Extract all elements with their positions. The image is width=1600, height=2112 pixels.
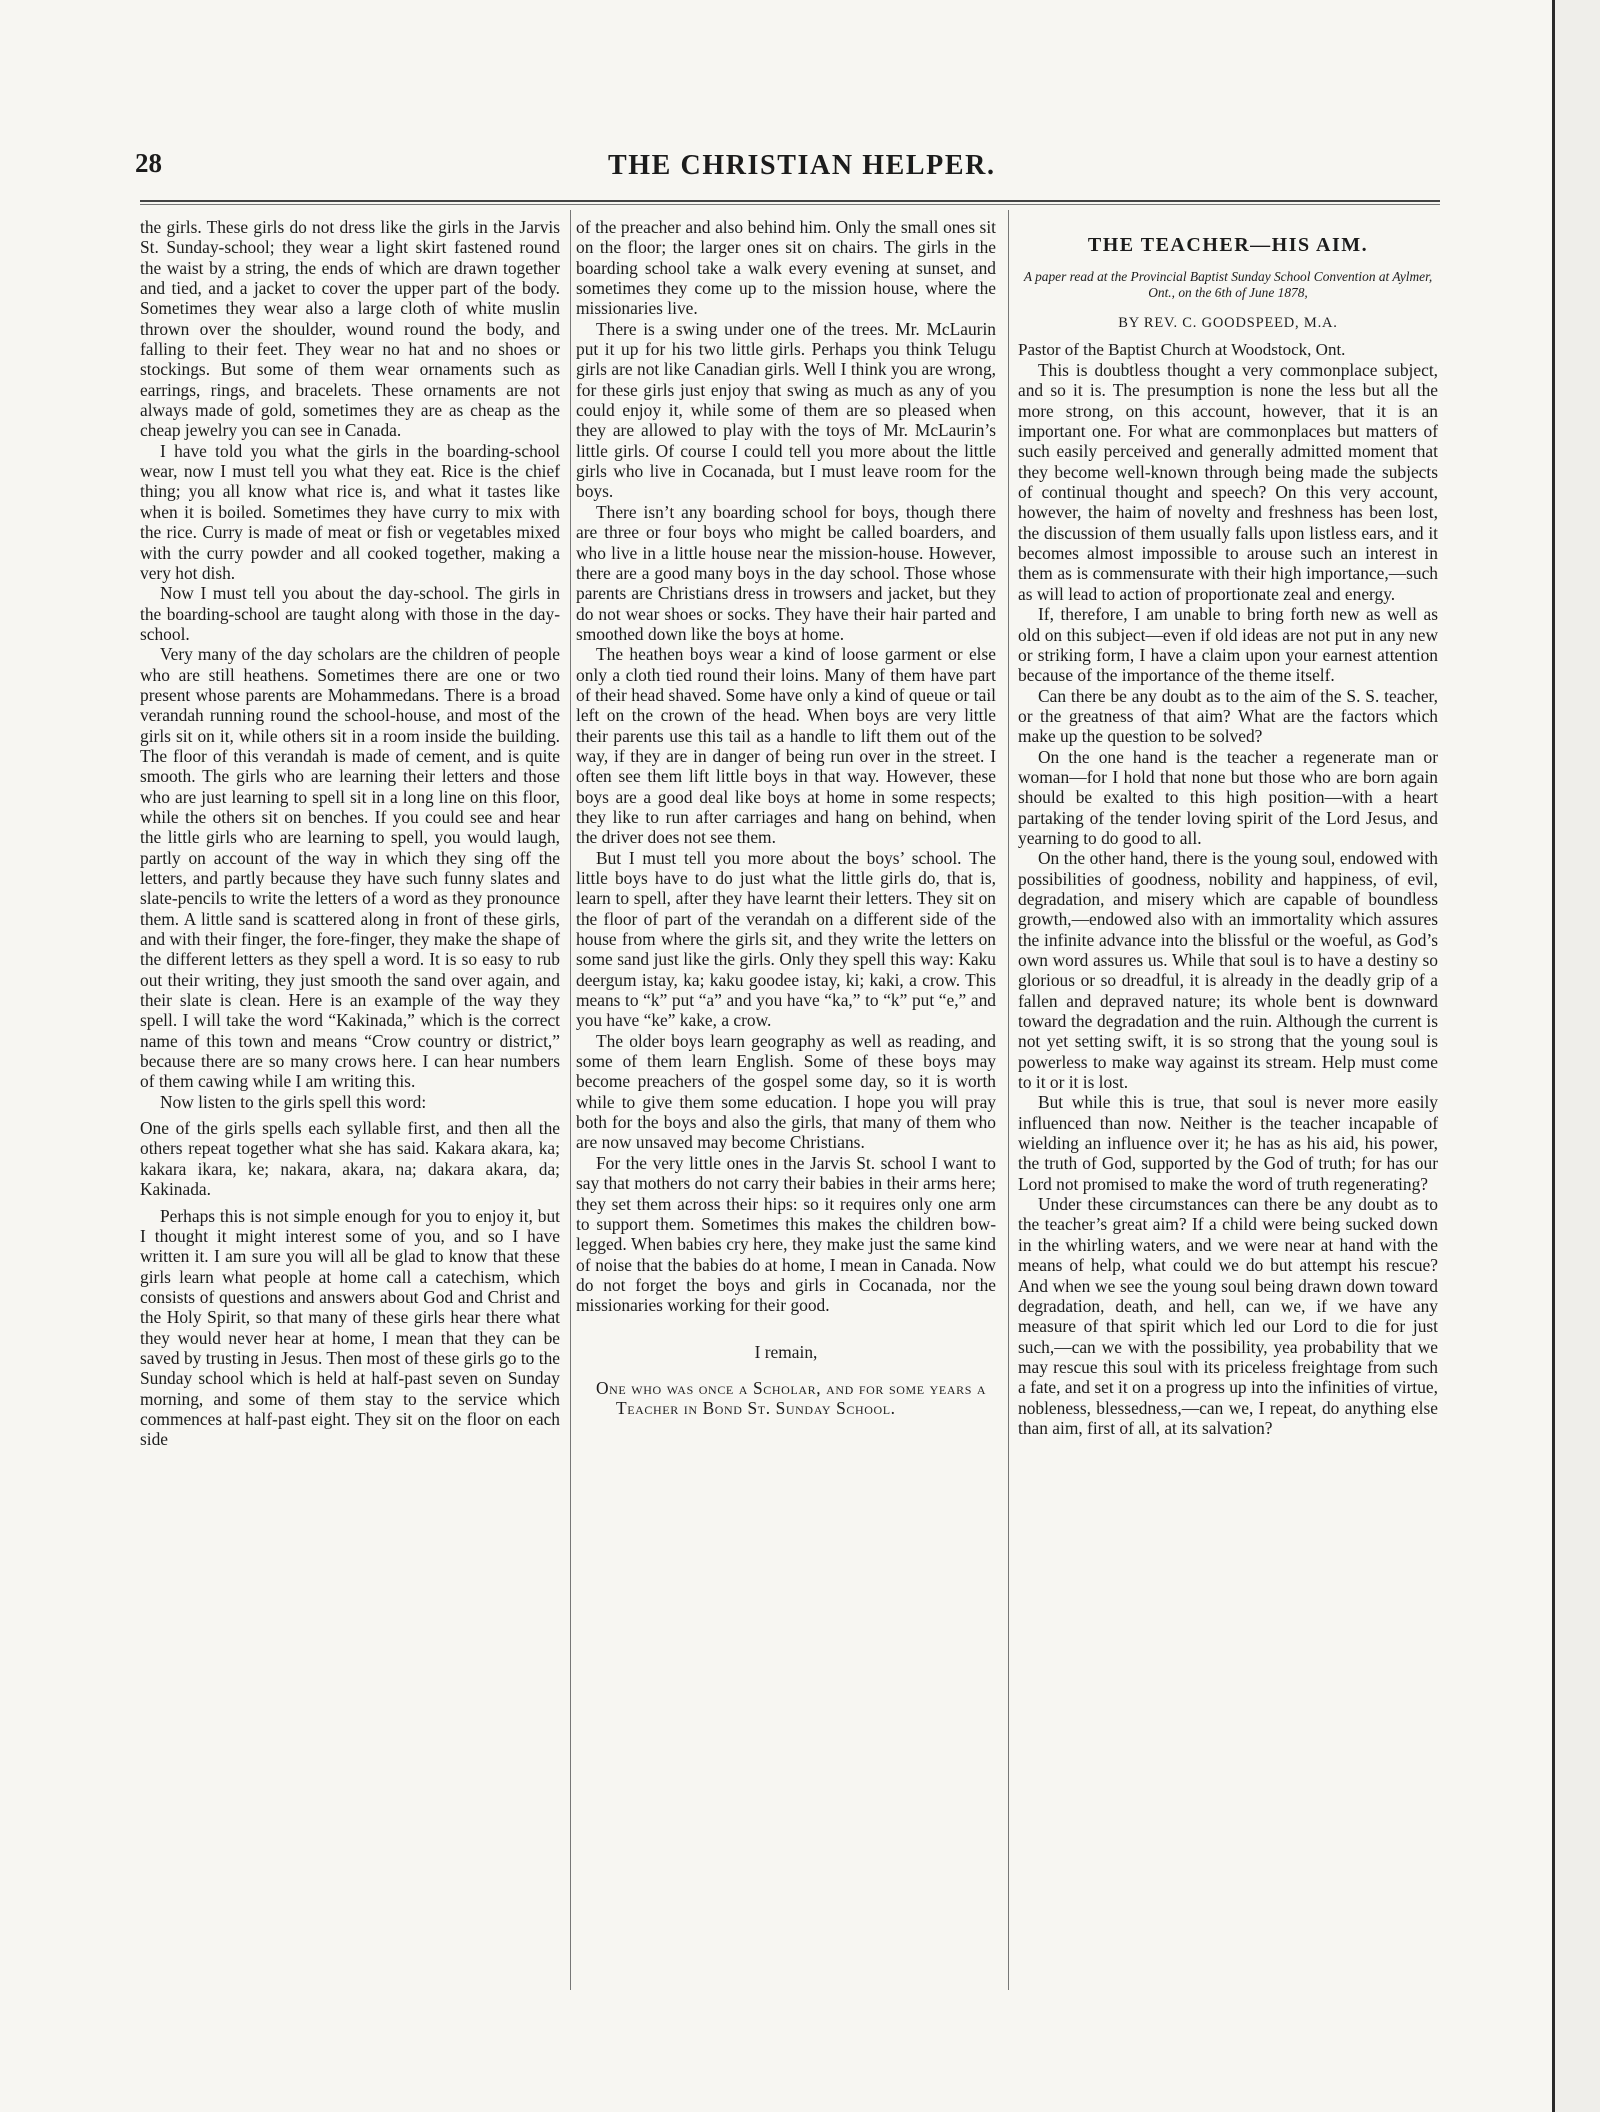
- article-title: THE TEACHER—HIS AIM.: [1087, 234, 1369, 256]
- paragraph: One of the girls spells each syllable first, and then all the others repeat together what she has said. Kakara akara, ka; kakara ikara, ke; nakara, akara, na; dakara akara, da; Kakinada.: [140, 1118, 560, 1200]
- signature: One who was once a Scholar, and for some years a Teacher in Bond St. Sunday School.: [596, 1377, 987, 1419]
- running-head: THE CHRISTIAN HELPER.: [608, 150, 996, 181]
- article-note: A paper read at the Provincial Baptist Sunday School Convention at Aylmer, Ont., on the 6th of June 1878,: [1023, 269, 1433, 301]
- paragraph: If, therefore, I am unable to bring forth new as well as old on this subject—even if old ideas are not put in any new or striking form, I have a claim upon your earnest attention because of the importance of the theme itself.: [1018, 604, 1438, 686]
- paragraph: the girls. These girls do not dress like the girls in the Jarvis St. Sunday-school; they wear a light skirt fastened round the waist by a string, the ends of which are drawn together and tied, and a jacket to cover the upper part of the body. Sometimes they wear also a large cloth of white muslin thrown over the shoulder, wound round the body, and falling to their feet. They wear no hat and no shoes or stockings. But some of them wear ornaments such as earrings, rings, and bracelets. These ornaments are not always made of gold, sometimes they are as cheap as the cheap jewelry you can see in Canada.: [140, 217, 560, 441]
- adjacent-page-edge: [1552, 0, 1600, 2112]
- paragraph: Can there be any doubt as to the aim of the S. S. teacher, or the greatness of that aim? What are the factors which make up the question to be solved?: [1018, 685, 1438, 747]
- paragraph: But while this is true, that soul is never more easily influenced than now. Neither is the teacher incapable of wielding an influence over it; he has as his aid, his power, the truth of God, supported by the God of truth; for has our Lord not promised to make the word of truth regenerating?: [1018, 1092, 1438, 1194]
- paragraph: Under these circumstances can there be any doubt as to the teacher’s great aim? If a child were being sucked down in the whirling waters, and we were near at hand with the means of help, what could we do but attempt his rescue? And when we see the young soul being drawn down toward degradation, death, and hell, can we, if we have any measure of that spirit which led our Lord to die for just such,—can we with the possibility, yea probability that we may rescue this soul with its priceless freightage from such a fate, and set it on a progress up into the infinities of virtue, nobleness, blessedness,—can we, I repeat, do anything else than aim, first of all, at its salvation?: [1018, 1194, 1438, 1438]
- paragraph: Very many of the day scholars are the children of people who are still heathens. Sometimes there are one or two present whose parents are Mohammedans. There is a broad verandah running round the school-house, and most of the girls sit on it, while others sit in a room inside the building. The floor of this verandah is made of cement, and is quite smooth. The girls who are learning their letters and those who are just learning to spell sit in a long line on this floor, while the others sit on benches. If you could see and hear the little girls who are learning to spell, you would laugh, partly on account of the way in which they sing off the letters, and partly because they have such funny slates and slate-pencils to write the letters of a word as they pronounce them. A little sand is scattered along in front of these girls, and with their finger, the fore-finger, they make the shape of the different letters as they spell a word. It is so easy to rub out their writing, they just smooth the sand over again, and their slate is clean. Here is an example of the way they spell. I will take the word “Kakinada,” which is the correct name of this town and means “Crow country or district,” because there are so many crows here. I can hear numbers of them cawing while I am writing this.: [140, 644, 560, 1092]
- paragraph: There isn’t any boarding school for boys, though there are three or four boys who might be called boarders, and who live in a little house near the mission-house. However, there are a good many boys in the day school. Those whose parents are Christians dress in trowsers and jacket, but they do not wear shoes or socks. They have their hair parted and smoothed down like the boys at home.: [576, 501, 996, 644]
- author-affiliation: Pastor of the Baptist Church at Woodstock, Ont.: [1018, 339, 1346, 359]
- paragraph: Now listen to the girls spell this word:: [160, 1091, 427, 1112]
- paragraph: The heathen boys wear a kind of loose garment or else only a cloth tied round their loins. Many of them have part of their head shaved. Some have only a kind of queue or tail left on the crown of the head. When boys are very little their parents use this tail as a handle to lift them out of the way, if they are in danger of being run over in the street. I often see them lift little boys in that way. However, these boys are a good deal like boys at home in some respects; they like to run after carriages and hang on behind, when the driver does not see them.: [576, 644, 996, 848]
- paragraph: But I must tell you more about the boys’ school. The little boys have to do just what the little girls do, that is, learn to spell, after they have learnt their letters. They sit on the floor of part of the verandah on a different side of the house from where the girls sit, and they write the letters on some sand just like the girls. Only they spell this way: Kaku deergum istay, ka; kaku goodee istay, ki; kaki, a crow. This means to “k” put “a” and you have “ka,” to “k” put “e,” and you have “ke” kake, a crow.: [576, 847, 996, 1031]
- paragraph: of the preacher and also behind him. Only the small ones sit on the floor; the larger ones sit on chairs. The girls in the boarding school take a walk every evening at sunset, and sometimes they come up to the mission house, where the missionaries live.: [576, 217, 996, 319]
- byline: BY REV. C. GOODSPEED, M.A.: [1118, 315, 1338, 332]
- column-1: [140, 217, 560, 1450]
- paragraph: On the other hand, there is the young soul, endowed with possibilities of goodness, nobility and happiness, of evil, degradation, and misery which are capable of boundless growth,—endowed also with an immortality which assures the infinite advance into the blissful or the woeful, as God’s own word assures us. While that soul is to have a destiny so glorious or so dreadful, it is already in the deadly grip of a fallen and depraved nature; its whole bent is downward toward the degradation and the ruin. Although the current is not yet setting swift, it is so strong that the young soul is powerless to make way against its stream. Help must come to it or it is lost.: [1018, 848, 1438, 1093]
- page-number: 28: [135, 148, 162, 178]
- paragraph: Now I must tell you about the day-school. The girls in the boarding-school are taught along with those in the day-school.: [140, 583, 560, 644]
- paragraph: I have told you what the girls in the boarding-school wear, now I must tell you what they eat. Rice is the chief thing; you all know what rice is, and what it tastes like when it is boiled. Sometimes they have curry to mix with the rice. Curry is made of meat or fish or vegetables mixed with the curry powder and all cooked together, making a very hot dish.: [140, 440, 560, 583]
- paragraph: On the one hand is the teacher a regenerate man or woman—for I hold that none but those who are born again should be exalted to this high position—with a heart partaking of the tender loving spirit of the Lord Jesus, and yearning to do good to all.: [1018, 746, 1438, 848]
- column-3: [1018, 217, 1438, 1438]
- paragraph: Perhaps this is not simple enough for you to enjoy it, but I thought it might interest some of you, and so I have written it. I am sure you will all be glad to know that these girls learn what people at home call a catechism, which consists of questions and answers about God and Christ and the Holy Spirit, so that many of these girls hear there what they would never hear at home, I mean that they can be saved by trusting in Jesus. Then most of these girls go to the Sunday school which is held at half-past seven on Sunday morning, and some of them stay to the service which commences at half-past eight. They sit on the floor on each side: [140, 1205, 560, 1450]
- paragraph: There is a swing under one of the trees. Mr. McLaurin put it up for his two little girls. Perhaps you think Telugu girls are not like Canadian girls. Well I think you are wrong, for these girls just enjoy that swing as much as any of you could enjoy it, while some of them are so pleased when they are allowed to play with the toys of Mr. McLaurin’s little girls. Of course I could tell you more about the little girls who live in Cocanada, but I must leave room for the boys.: [576, 318, 996, 502]
- paragraph: This is doubtless thought a very commonplace subject, and so it is. The presumption is none the less but all the more strong, on this account, however, that it is an important one. For what are commonplaces but matters of such easily perceived and generally admitted moment that they become well-known through being made the subjects of continual thought and speech? On this very account, however, the haim of novelty and freshness has been lost, the discussion of them usually falls upon listless ears, and it becomes almost impossible to arouse such an interest in them as is commensurate with their high importance,—such as will lead to action of proportionate zeal and energy.: [1018, 360, 1438, 604]
- column-2: [576, 217, 996, 1419]
- paragraph: The older boys learn geography as well as reading, and some of them learn English. Some of these boys may become preachers of the gospel some day, so it is worth while to give them some education. I hope you will pray both for the boys and also the girls, that many of them who are now unsaved may become Christians.: [576, 1030, 996, 1153]
- column-divider: [570, 210, 571, 1990]
- paragraph: For the very little ones in the Jarvis St. school I want to say that mothers do not carry their babies in their arms here; they set them across their hips: so it requires only one arm to support them. Sometimes this makes the children bow-legged. When babies cry here, they make just the same kind of noise that the babies do at home, I mean in Canada. Now do not forget the boys and girls in Cocanada, nor the missionaries working for their good.: [576, 1152, 996, 1316]
- header-rule: [140, 200, 1440, 205]
- closing: I remain,: [754, 1341, 818, 1362]
- column-divider: [1008, 210, 1009, 1990]
